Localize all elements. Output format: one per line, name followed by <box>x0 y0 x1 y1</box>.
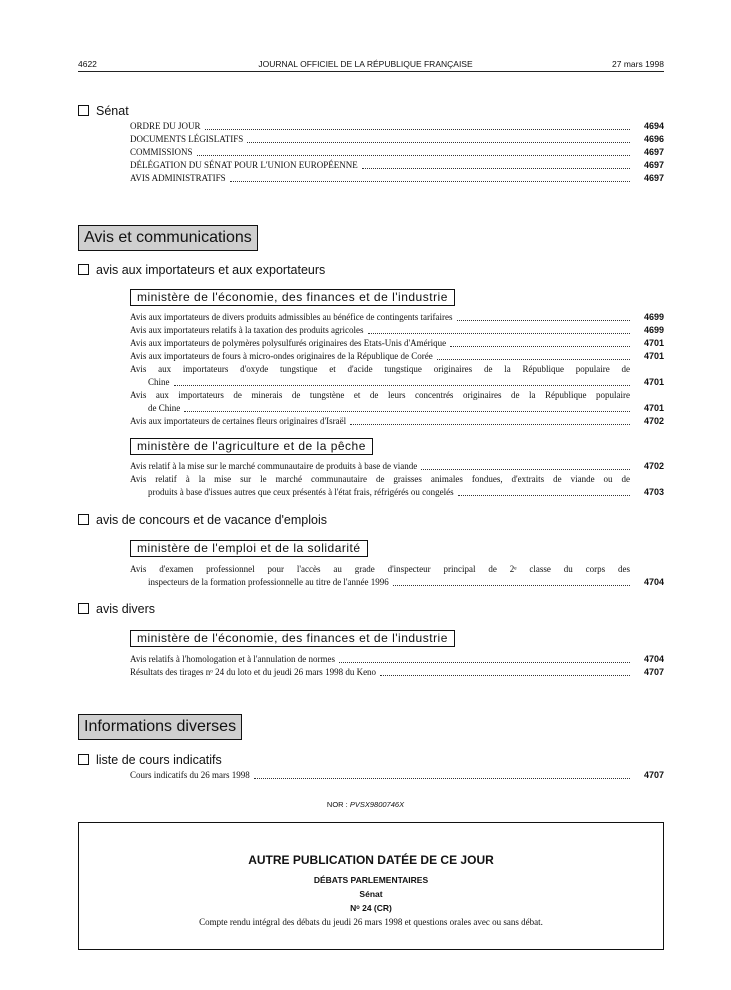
journal-title: JOURNAL OFFICIEL DE LA RÉPUBLIQUE FRANÇAISE <box>258 59 473 69</box>
toc-text: Avis aux importateurs de fours à micro-ondes originaires de la République de Corée <box>130 351 433 361</box>
ministry-emploi: ministère de l'emploi et de la solidarité <box>130 540 368 557</box>
toc-text: ORDRE DU JOUR <box>130 121 201 131</box>
section-importateurs <box>78 263 325 277</box>
checkbox-icon <box>78 754 89 765</box>
toc-page: 4701 <box>643 351 664 361</box>
toc-entry[interactable] <box>130 769 664 782</box>
toc-page: 4701 <box>643 338 664 348</box>
toc-page: 4699 <box>643 325 664 335</box>
toc-page: 4703 <box>643 487 664 497</box>
publication-description: Compte rendu intégral des débats du jeudi 26 mars 1998 et questions orales avec ou sans débat. <box>199 917 543 927</box>
toc-text: Cours indicatifs du 26 mars 1998 <box>130 770 250 780</box>
publication-title: AUTRE PUBLICATION DATÉE DE CE JOUR <box>248 853 494 867</box>
toc-page: 4697 <box>643 147 664 157</box>
issue-date: 27 mars 1998 <box>612 59 664 69</box>
toc-page: 4701 <box>643 377 664 387</box>
toc-entry[interactable] <box>130 159 664 172</box>
toc-entry[interactable] <box>130 324 664 337</box>
page-number: 4622 <box>78 59 97 69</box>
toc-entry[interactable] <box>130 350 664 363</box>
section-divers <box>78 602 155 616</box>
toc-text: Avis aux importateurs de divers produits admissibles au bénéfice de contingents tarifaires <box>130 312 453 322</box>
checkbox-icon <box>78 264 89 275</box>
toc-page: 4707 <box>643 667 664 677</box>
toc-entry[interactable] <box>130 172 664 185</box>
toc-text: Avis aux importateurs de polymères polysulfurés originaires des Etats-Unis d'Amérique <box>130 338 447 348</box>
toc-entry[interactable] <box>130 415 664 428</box>
section-heading: liste de cours indicatifs <box>96 753 222 767</box>
section-heading: avis divers <box>96 602 156 616</box>
checkbox-icon <box>78 514 89 525</box>
toc-entry[interactable] <box>130 666 664 679</box>
importateurs-list-1 <box>130 311 664 428</box>
toc-page: 4702 <box>643 416 664 426</box>
header-rule <box>78 71 664 72</box>
toc-entry[interactable] <box>130 563 664 589</box>
toc-text: COMMISSIONS <box>130 147 193 157</box>
toc-entry[interactable] <box>130 133 664 146</box>
toc-entry[interactable] <box>130 120 664 133</box>
publication-subtitle: DÉBATS PARLEMENTAIRES <box>313 875 429 885</box>
toc-entry[interactable] <box>130 337 664 350</box>
nor-code: PVSX9800746X <box>349 800 405 809</box>
toc-text: Avis relatifs à l'homologation et à l'annulation de normes <box>130 654 336 664</box>
cours-list <box>130 769 664 782</box>
toc-text-cont: de Chine <box>148 403 181 413</box>
toc-text-cont: inspecteurs de la formation professionnelle au titre de l'année 1996 <box>148 577 389 587</box>
toc-page: 4704 <box>643 577 664 587</box>
toc-text: AVIS ADMINISTRATIFS <box>130 173 226 183</box>
toc-entry[interactable] <box>130 146 664 159</box>
checkbox-icon <box>78 603 89 614</box>
section-heading: avis aux importateurs et aux exportateurs <box>96 263 326 277</box>
concours-list <box>130 563 664 589</box>
toc-text: Avis aux importateurs d'oxyde tungstique et d'acide tungstique originaires de la République populaire de <box>130 364 630 374</box>
toc-text-cont: Chine <box>148 377 170 387</box>
toc-text: Avis aux importateurs relatifs à la taxation des produits agricoles <box>130 325 364 335</box>
toc-entry[interactable] <box>130 389 664 415</box>
senat-list <box>130 120 664 185</box>
toc-text: Avis d'examen professionnel pour l'accès au grade d'inspecteur principal de 2ᵉ classe du corps des <box>130 564 630 574</box>
toc-entry[interactable] <box>130 653 664 666</box>
toc-page: 4702 <box>643 461 664 471</box>
toc-page: 4704 <box>643 654 664 664</box>
toc-entry[interactable] <box>130 460 664 473</box>
toc-page: 4699 <box>643 312 664 322</box>
toc-text: Avis aux importateurs de certaines fleurs originaires d'Israël <box>130 416 347 426</box>
publication-chamber: Sénat <box>359 889 383 899</box>
other-publication-box <box>78 822 664 950</box>
toc-text: Résultats des tirages nᵒ 24 du loto et du jeudi 26 mars 1998 du Keno <box>130 667 377 677</box>
section-heading: Sénat <box>96 104 129 118</box>
nor-reference <box>0 800 731 809</box>
ministry-economie-1: ministère de l'économie, des finances et de l'industrie <box>130 289 455 306</box>
section-heading: avis de concours et de vacance d'emplois <box>96 513 327 527</box>
toc-page: 4701 <box>643 403 664 413</box>
banner-informations-diverses: Informations diverses <box>78 714 242 740</box>
toc-text: DOCUMENTS LÉGISLATIFS <box>130 134 244 144</box>
importateurs-list-2 <box>130 460 664 499</box>
section-cours <box>78 753 222 767</box>
ministry-agriculture: ministère de l'agriculture et de la pêche <box>130 438 373 455</box>
toc-page: 4696 <box>643 134 664 144</box>
toc-text: Avis relatif à la mise sur le marché communautaire de produits à base de viande <box>130 461 418 471</box>
toc-text-cont: produits à base d'issues autres que ceux présentés à l'état frais, réfrigérés ou congelés <box>148 487 454 497</box>
toc-text: DÉLÉGATION DU SÉNAT POUR L'UNION EUROPÉENNE <box>130 160 358 170</box>
section-senat <box>78 104 129 118</box>
section-concours <box>78 513 327 527</box>
toc-entry[interactable] <box>130 311 664 324</box>
divers-list <box>130 653 664 679</box>
toc-page: 4707 <box>643 770 664 780</box>
toc-text: Avis aux importateurs de minerais de tungstène et de leurs concentrés originaires de la République populaire <box>130 390 630 400</box>
toc-page: 4697 <box>643 173 664 183</box>
checkbox-icon <box>78 105 89 116</box>
publication-number: Nᵒ 24 (CR) <box>350 903 392 913</box>
toc-page: 4694 <box>643 121 664 131</box>
nor-label: NOR : <box>326 800 348 809</box>
toc-entry[interactable] <box>130 363 664 389</box>
banner-avis-communications: Avis et communications <box>78 225 258 251</box>
toc-entry[interactable] <box>130 473 664 499</box>
ministry-economie-2: ministère de l'économie, des finances et de l'industrie <box>130 630 455 647</box>
toc-page: 4697 <box>643 160 664 170</box>
toc-text: Avis relatif à la mise sur le marché communautaire de graisses animales fondues, d'extraits de viande ou de <box>130 474 630 484</box>
